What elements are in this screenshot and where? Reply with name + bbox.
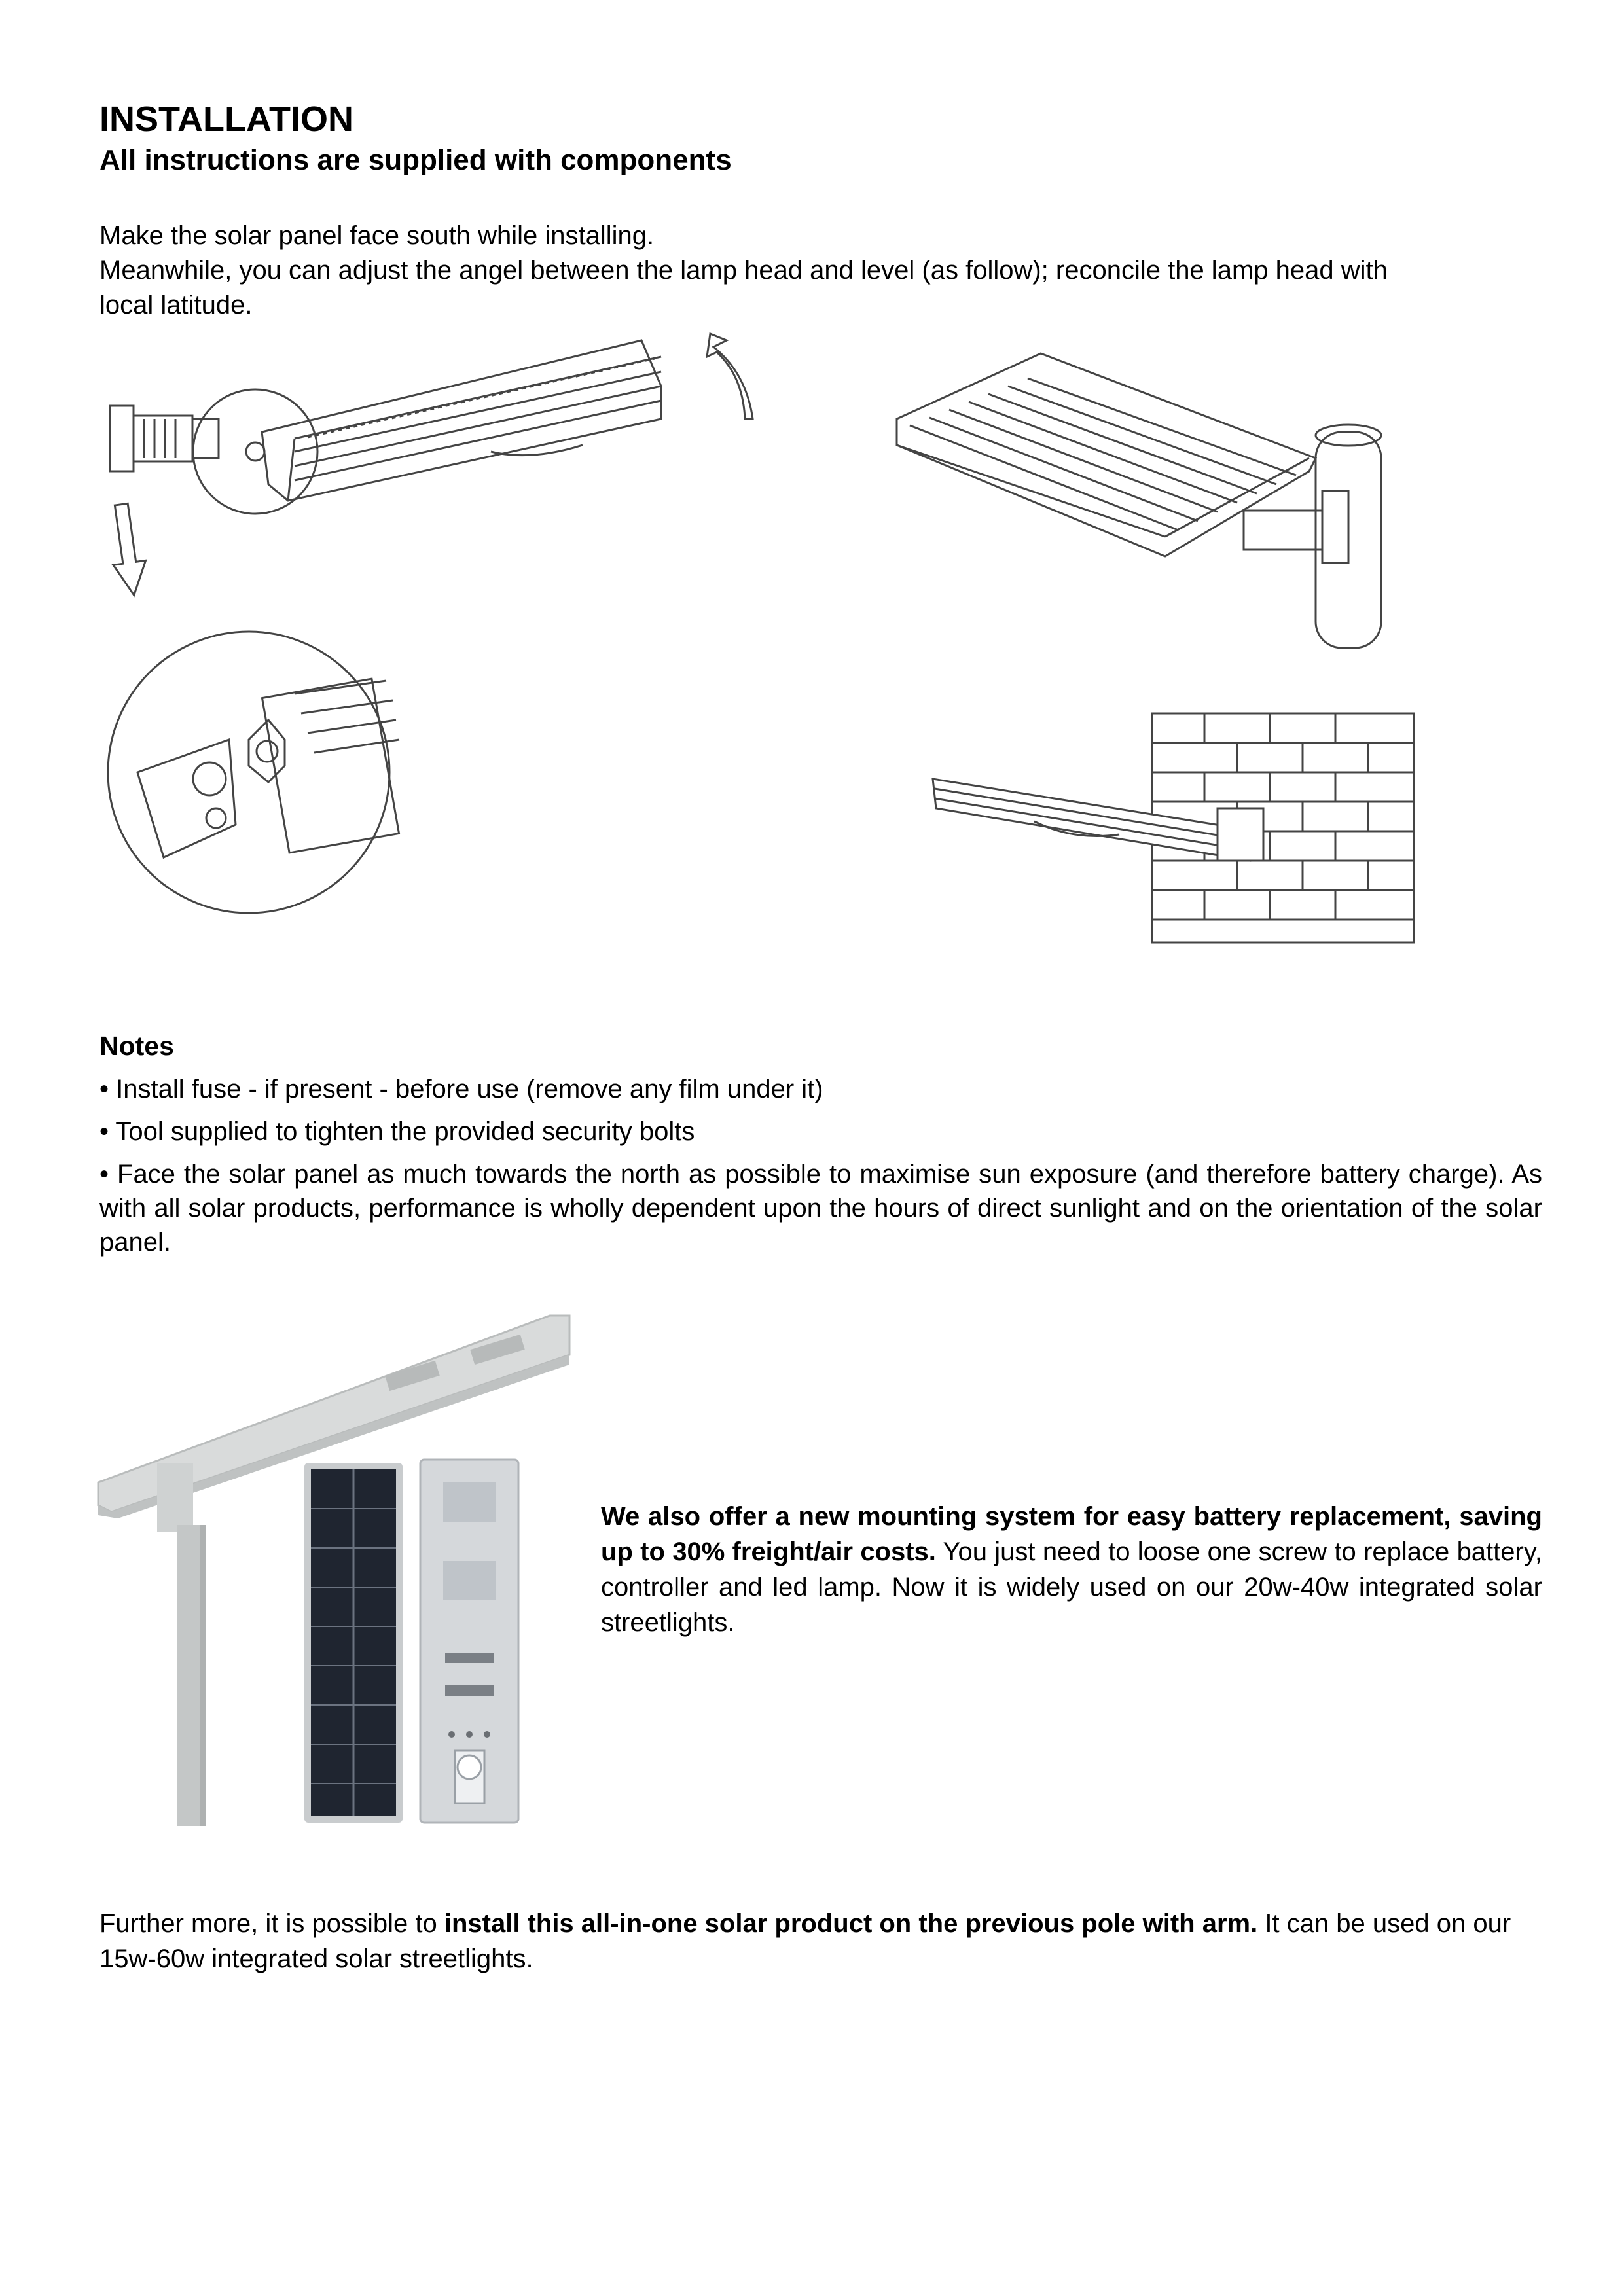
intro-text [99, 219, 1409, 323]
lamp-bracket-diagram [98, 321, 766, 929]
bracket-detail-zoom [108, 632, 399, 913]
pole-mount-diagram [890, 340, 1414, 641]
page-title: INSTALLATION [99, 99, 353, 139]
lamp-head-drawing [262, 340, 661, 501]
note-item: • Install fuse - if present - before use (remove any film under it) [99, 1075, 823, 1103]
note-item: • Face the solar panel as much towards the north as possible to maximise sun exposure (and therefore battery charge). As with all solar products, performance is wholly dependent upon the hours of direct sunlight and on the orientation of the solar panel. [99, 1160, 1542, 1257]
lamp-underside-photo [420, 1460, 518, 1823]
page-subtitle: All instructions are supplied with components [99, 144, 732, 176]
further-paragraph [99, 1906, 1546, 1977]
intro-line-2: Meanwhile, you can adjust the angel between the lamp head and level (as follow); reconcile the lamp head with local latitude. [99, 256, 1388, 319]
offer-bold-text: We also offer a new mounting system for easy battery replacement, saving up to 30% freight/air costs. [601, 1502, 1542, 1566]
mounting-system-paragraph [601, 1499, 1542, 1640]
wall-mount-diagram [929, 710, 1427, 946]
down-arrow-icon [105, 502, 151, 598]
product-photo [98, 1316, 576, 1826]
rotate-arrow-icon [707, 334, 753, 419]
further-bold-text: install this all-in-one solar product on the previous pole with arm. [444, 1909, 1258, 1938]
solar-panel-photo [304, 1463, 403, 1823]
further-text-pre: Further more, it is possible to [99, 1909, 444, 1938]
offer-text: You just need to loose one screw to replace battery, controller and led lamp. Now it is widely used on our 20w-40w integrated solar streetlights. [601, 1537, 1542, 1637]
wall-bracket-drawing [110, 406, 219, 471]
notes-heading: Notes [99, 1031, 174, 1061]
further-text-post: It can be used on our 15w-60w integrated solar streetlights. [99, 1909, 1511, 1973]
note-item: • Tool supplied to tighten the provided security bolts [99, 1117, 695, 1146]
intro-line-1: Make the solar panel face south while installing. [99, 221, 655, 250]
